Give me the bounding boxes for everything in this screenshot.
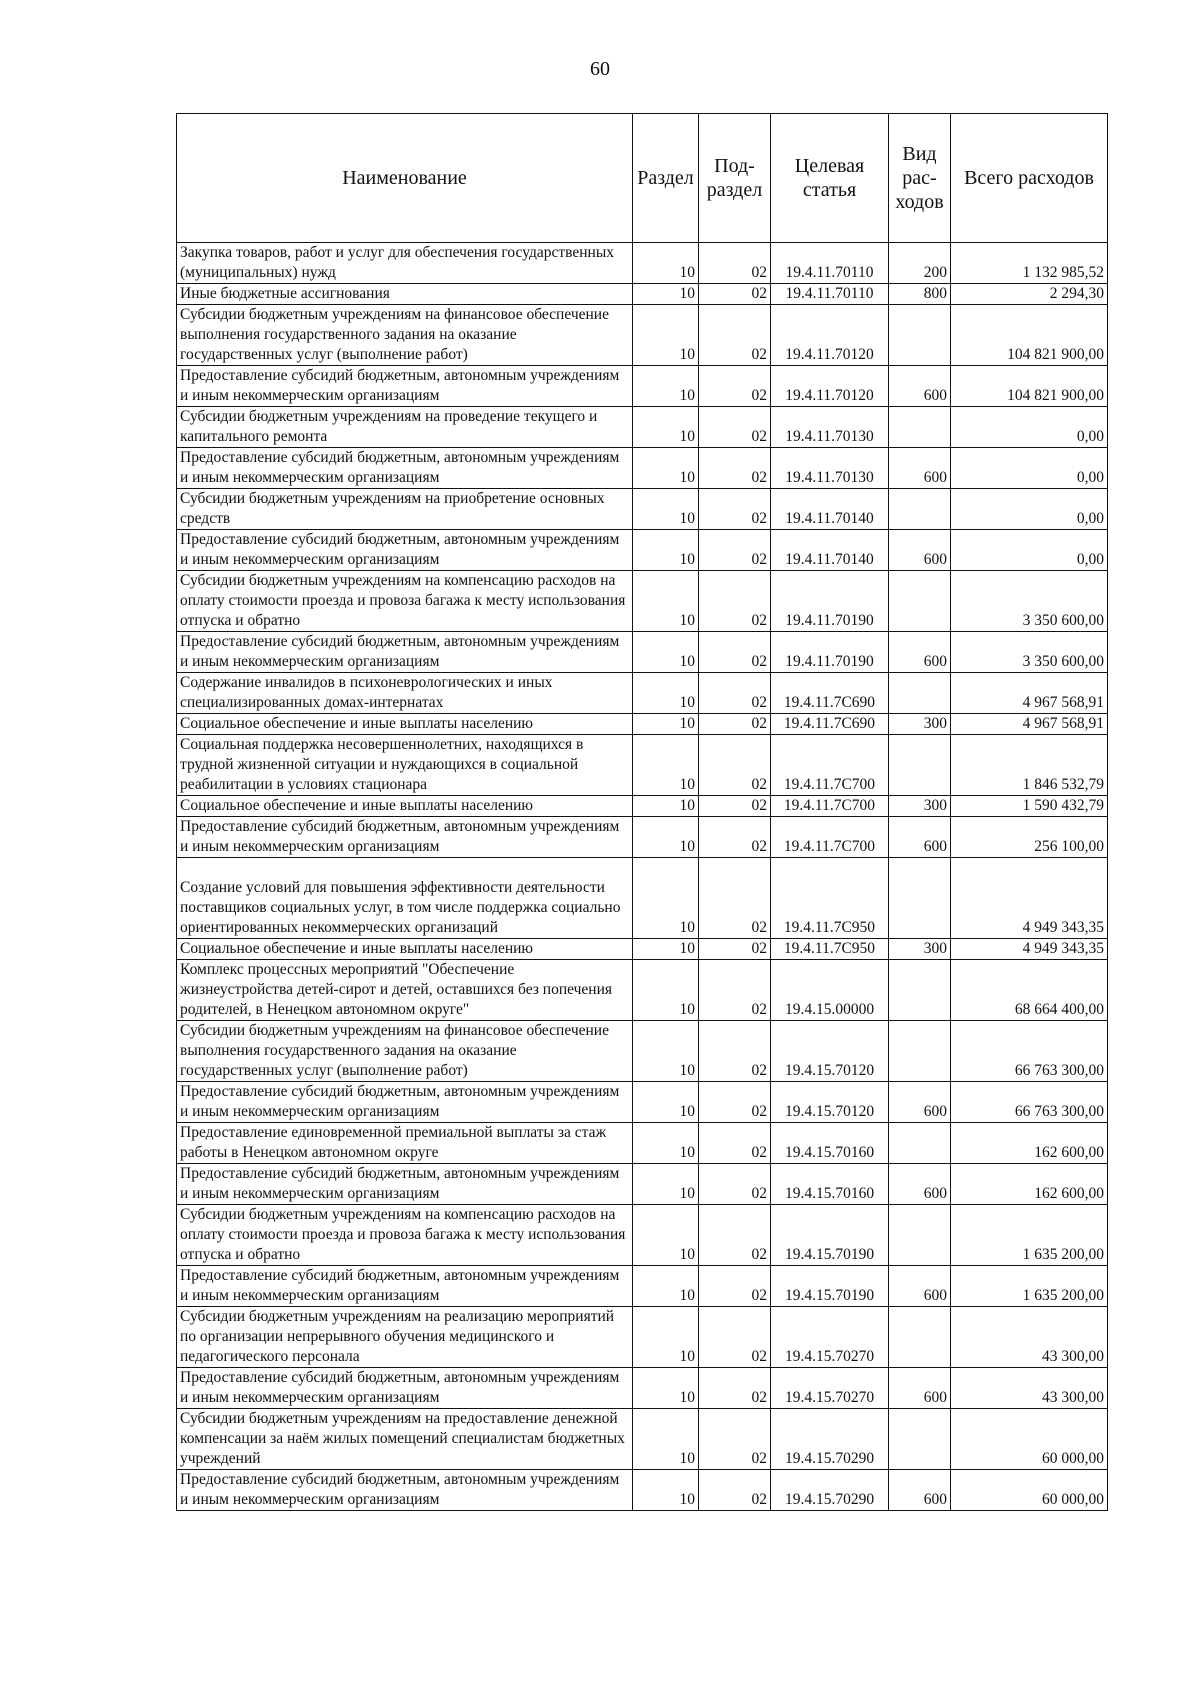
- table-row: [177, 796, 1108, 817]
- cell-name: Социальная поддержка несовершеннолетних, находящихся в трудной жизненной ситуации и нуждающихся в социальной реабилитации в условиях стационара: [177, 735, 633, 796]
- cell-kind: 300: [889, 939, 951, 960]
- header-name: Наименование: [177, 114, 633, 243]
- cell-subsection: 02: [699, 1205, 771, 1266]
- header-section: Раздел: [633, 114, 699, 243]
- cell-kind: 600: [889, 1164, 951, 1205]
- cell-subsection: 02: [699, 530, 771, 571]
- table-row: [177, 1307, 1108, 1368]
- cell-name: Предоставление субсидий бюджетным, автономным учреждениям и иным некоммерческим организациям: [177, 1164, 633, 1205]
- table-header-row: [177, 114, 1108, 243]
- cell-section: 10: [633, 530, 699, 571]
- cell-name: Закупка товаров, работ и услуг для обеспечения государственных (муниципальных) нужд: [177, 243, 633, 284]
- cell-section: 10: [633, 243, 699, 284]
- cell-name: Создание условий для повышения эффективности деятельности поставщиков социальных услуг, в том числе поддержка социально ориентированных некоммерческих организаций: [177, 858, 633, 939]
- cell-subsection: 02: [699, 1021, 771, 1082]
- table-row: [177, 1164, 1108, 1205]
- cell-target: 19.4.15.70290: [771, 1409, 889, 1470]
- cell-kind: [889, 960, 951, 1021]
- cell-kind: 600: [889, 1266, 951, 1307]
- cell-kind: 600: [889, 1082, 951, 1123]
- cell-target: 19.4.15.70160: [771, 1123, 889, 1164]
- cell-section: 10: [633, 407, 699, 448]
- cell-target: 19.4.11.7С700: [771, 817, 889, 858]
- cell-kind: 600: [889, 1470, 951, 1511]
- cell-section: 10: [633, 284, 699, 305]
- cell-kind: [889, 673, 951, 714]
- cell-total: 1 846 532,79: [951, 735, 1108, 796]
- cell-subsection: 02: [699, 1123, 771, 1164]
- cell-section: 10: [633, 1368, 699, 1409]
- cell-kind: 300: [889, 714, 951, 735]
- cell-section: 10: [633, 735, 699, 796]
- cell-kind: [889, 858, 951, 939]
- cell-target: 19.4.11.70120: [771, 305, 889, 366]
- page-number: 60: [590, 58, 610, 80]
- cell-kind: [889, 571, 951, 632]
- cell-total: 104 821 900,00: [951, 305, 1108, 366]
- cell-kind: 800: [889, 284, 951, 305]
- cell-target: 19.4.11.70140: [771, 489, 889, 530]
- cell-target: 19.4.11.70120: [771, 366, 889, 407]
- table-row: [177, 448, 1108, 489]
- cell-total: 1 635 200,00: [951, 1205, 1108, 1266]
- header-kind: Вид рас- ходов: [889, 114, 951, 243]
- cell-total: 0,00: [951, 448, 1108, 489]
- cell-target: 19.4.11.70140: [771, 530, 889, 571]
- cell-subsection: 02: [699, 817, 771, 858]
- cell-section: 10: [633, 366, 699, 407]
- cell-section: 10: [633, 1266, 699, 1307]
- table-row: [177, 366, 1108, 407]
- cell-target: 19.4.15.00000: [771, 960, 889, 1021]
- cell-name: Субсидии бюджетным учреждениям на реализацию мероприятий по организации непрерывного обучения медицинского и педагогического персонала: [177, 1307, 633, 1368]
- cell-subsection: 02: [699, 1409, 771, 1470]
- cell-section: 10: [633, 960, 699, 1021]
- cell-target: 19.4.15.70190: [771, 1205, 889, 1266]
- cell-subsection: 02: [699, 1164, 771, 1205]
- cell-target: 19.4.11.7С700: [771, 735, 889, 796]
- cell-kind: [889, 1409, 951, 1470]
- table-row: [177, 284, 1108, 305]
- cell-kind: [889, 305, 951, 366]
- cell-subsection: 02: [699, 1082, 771, 1123]
- table-row: [177, 1368, 1108, 1409]
- cell-total: 1 635 200,00: [951, 1266, 1108, 1307]
- cell-kind: [889, 489, 951, 530]
- cell-kind: 600: [889, 448, 951, 489]
- cell-total: 0,00: [951, 530, 1108, 571]
- cell-target: 19.4.11.70130: [771, 407, 889, 448]
- cell-kind: 600: [889, 366, 951, 407]
- cell-target: 19.4.15.70270: [771, 1368, 889, 1409]
- cell-subsection: 02: [699, 673, 771, 714]
- cell-name: Предоставление субсидий бюджетным, автономным учреждениям и иным некоммерческим организациям: [177, 632, 633, 673]
- cell-subsection: 02: [699, 305, 771, 366]
- cell-target: 19.4.11.7С690: [771, 714, 889, 735]
- cell-section: 10: [633, 1205, 699, 1266]
- cell-subsection: 02: [699, 407, 771, 448]
- cell-section: 10: [633, 489, 699, 530]
- cell-total: 2 294,30: [951, 284, 1108, 305]
- cell-target: 19.4.11.70190: [771, 571, 889, 632]
- cell-target: 19.4.15.70290: [771, 1470, 889, 1511]
- cell-total: 60 000,00: [951, 1470, 1108, 1511]
- cell-target: 19.4.11.7С950: [771, 939, 889, 960]
- cell-section: 10: [633, 1164, 699, 1205]
- table-row: [177, 1021, 1108, 1082]
- cell-section: 10: [633, 817, 699, 858]
- cell-subsection: 02: [699, 366, 771, 407]
- cell-subsection: 02: [699, 735, 771, 796]
- cell-name: Предоставление единовременной премиальной выплаты за стаж работы в Ненецком автономном округе: [177, 1123, 633, 1164]
- cell-section: 10: [633, 1409, 699, 1470]
- cell-kind: 200: [889, 243, 951, 284]
- table-row: [177, 939, 1108, 960]
- cell-total: 1 132 985,52: [951, 243, 1108, 284]
- cell-name: Комплекс процессных мероприятий "Обеспечение жизнеустройства детей-сирот и детей, оставшихся без попечения родителей, в Ненецком автономном округе": [177, 960, 633, 1021]
- cell-kind: 600: [889, 1368, 951, 1409]
- table-row: [177, 858, 1108, 939]
- cell-subsection: 02: [699, 1470, 771, 1511]
- cell-section: 10: [633, 858, 699, 939]
- cell-kind: [889, 1021, 951, 1082]
- cell-section: 10: [633, 796, 699, 817]
- cell-section: 10: [633, 1470, 699, 1511]
- table-body: [177, 243, 1108, 1511]
- table-row: [177, 735, 1108, 796]
- cell-target: 19.4.15.70120: [771, 1021, 889, 1082]
- cell-total: 256 100,00: [951, 817, 1108, 858]
- cell-total: 0,00: [951, 489, 1108, 530]
- cell-name: Субсидии бюджетным учреждениям на проведение текущего и капитального ремонта: [177, 407, 633, 448]
- cell-total: 4 949 343,35: [951, 858, 1108, 939]
- table-row: [177, 571, 1108, 632]
- cell-subsection: 02: [699, 960, 771, 1021]
- cell-section: 10: [633, 305, 699, 366]
- budget-table: [176, 113, 1108, 1511]
- cell-target: 19.4.11.70110: [771, 243, 889, 284]
- cell-total: 4 967 568,91: [951, 714, 1108, 735]
- cell-name: Содержание инвалидов в психоневрологических и иных специализированных домах-интернатах: [177, 673, 633, 714]
- table-row: [177, 714, 1108, 735]
- cell-total: 1 590 432,79: [951, 796, 1108, 817]
- cell-name: Субсидии бюджетным учреждениям на предоставление денежной компенсации за наём жилых помещений специалистам бюджетных учреждений: [177, 1409, 633, 1470]
- table-row: [177, 530, 1108, 571]
- cell-name: Иные бюджетные ассигнования: [177, 284, 633, 305]
- cell-section: 10: [633, 1123, 699, 1164]
- table-row: [177, 305, 1108, 366]
- cell-total: 66 763 300,00: [951, 1082, 1108, 1123]
- cell-total: 3 350 600,00: [951, 632, 1108, 673]
- table-row: [177, 817, 1108, 858]
- cell-total: 43 300,00: [951, 1368, 1108, 1409]
- cell-total: 162 600,00: [951, 1123, 1108, 1164]
- cell-name: Социальное обеспечение и иные выплаты населению: [177, 939, 633, 960]
- cell-kind: [889, 1205, 951, 1266]
- cell-subsection: 02: [699, 1266, 771, 1307]
- cell-target: 19.4.15.70190: [771, 1266, 889, 1307]
- cell-target: 19.4.15.70160: [771, 1164, 889, 1205]
- cell-subsection: 02: [699, 858, 771, 939]
- table-row: [177, 1266, 1108, 1307]
- cell-subsection: 02: [699, 632, 771, 673]
- cell-subsection: 02: [699, 571, 771, 632]
- cell-kind: [889, 407, 951, 448]
- cell-section: 10: [633, 1082, 699, 1123]
- cell-subsection: 02: [699, 448, 771, 489]
- cell-section: 10: [633, 714, 699, 735]
- table-row: [177, 1123, 1108, 1164]
- cell-name: Предоставление субсидий бюджетным, автономным учреждениям и иным некоммерческим организациям: [177, 1368, 633, 1409]
- cell-kind: 300: [889, 796, 951, 817]
- cell-target: 19.4.11.7С950: [771, 858, 889, 939]
- table-row: [177, 1082, 1108, 1123]
- cell-kind: 600: [889, 530, 951, 571]
- cell-name: Социальное обеспечение и иные выплаты населению: [177, 796, 633, 817]
- cell-name: Предоставление субсидий бюджетным, автономным учреждениям и иным некоммерческим организациям: [177, 366, 633, 407]
- cell-name: Субсидии бюджетным учреждениям на компенсацию расходов на оплату стоимости проезда и провоза багажа к месту использования отпуска и обратно: [177, 1205, 633, 1266]
- cell-kind: [889, 1307, 951, 1368]
- cell-subsection: 02: [699, 489, 771, 530]
- table-row: [177, 407, 1108, 448]
- cell-name: Субсидии бюджетным учреждениям на финансовое обеспечение выполнения государственного задания на оказание государственных услуг (выполнение работ): [177, 305, 633, 366]
- cell-name: Предоставление субсидий бюджетным, автономным учреждениям и иным некоммерческим организациям: [177, 817, 633, 858]
- cell-total: 3 350 600,00: [951, 571, 1108, 632]
- cell-name: Предоставление субсидий бюджетным, автономным учреждениям и иным некоммерческим организациям: [177, 1082, 633, 1123]
- cell-target: 19.4.11.7С700: [771, 796, 889, 817]
- cell-total: 68 664 400,00: [951, 960, 1108, 1021]
- cell-name: Предоставление субсидий бюджетным, автономным учреждениям и иным некоммерческим организациям: [177, 530, 633, 571]
- table-row: [177, 1470, 1108, 1511]
- cell-total: 162 600,00: [951, 1164, 1108, 1205]
- cell-subsection: 02: [699, 243, 771, 284]
- cell-total: 60 000,00: [951, 1409, 1108, 1470]
- cell-target: 19.4.15.70120: [771, 1082, 889, 1123]
- cell-name: Предоставление субсидий бюджетным, автономным учреждениям и иным некоммерческим организациям: [177, 1266, 633, 1307]
- cell-subsection: 02: [699, 1307, 771, 1368]
- header-total: Всего расходов: [951, 114, 1108, 243]
- cell-total: 66 763 300,00: [951, 1021, 1108, 1082]
- cell-name: Предоставление субсидий бюджетным, автономным учреждениям и иным некоммерческим организациям: [177, 448, 633, 489]
- cell-total: 4 967 568,91: [951, 673, 1108, 714]
- table-row: [177, 1409, 1108, 1470]
- table-row: [177, 673, 1108, 714]
- cell-kind: [889, 735, 951, 796]
- cell-name: Субсидии бюджетным учреждениям на компенсацию расходов на оплату стоимости проезда и провоза багажа к месту использования отпуска и обратно: [177, 571, 633, 632]
- cell-target: 19.4.15.70270: [771, 1307, 889, 1368]
- cell-section: 10: [633, 939, 699, 960]
- cell-kind: 600: [889, 817, 951, 858]
- cell-section: 10: [633, 1021, 699, 1082]
- table-row: [177, 489, 1108, 530]
- cell-section: 10: [633, 571, 699, 632]
- table-row: [177, 632, 1108, 673]
- table-row: [177, 243, 1108, 284]
- cell-name: Субсидии бюджетным учреждениям на приобретение основных средств: [177, 489, 633, 530]
- cell-section: 10: [633, 1307, 699, 1368]
- cell-subsection: 02: [699, 284, 771, 305]
- cell-name: Предоставление субсидий бюджетным, автономным учреждениям и иным некоммерческим организациям: [177, 1470, 633, 1511]
- cell-total: 4 949 343,35: [951, 939, 1108, 960]
- cell-total: 43 300,00: [951, 1307, 1108, 1368]
- cell-total: 0,00: [951, 407, 1108, 448]
- cell-total: 104 821 900,00: [951, 366, 1108, 407]
- header-target: Целевая статья: [771, 114, 889, 243]
- cell-name: Социальное обеспечение и иные выплаты населению: [177, 714, 633, 735]
- cell-target: 19.4.11.7С690: [771, 673, 889, 714]
- cell-kind: 600: [889, 632, 951, 673]
- cell-target: 19.4.11.70110: [771, 284, 889, 305]
- cell-kind: [889, 1123, 951, 1164]
- cell-subsection: 02: [699, 939, 771, 960]
- cell-subsection: 02: [699, 714, 771, 735]
- cell-section: 10: [633, 673, 699, 714]
- cell-subsection: 02: [699, 1368, 771, 1409]
- table-row: [177, 960, 1108, 1021]
- cell-name: Субсидии бюджетным учреждениям на финансовое обеспечение выполнения государственного задания на оказание государственных услуг (выполнение работ): [177, 1021, 633, 1082]
- cell-target: 19.4.11.70130: [771, 448, 889, 489]
- cell-section: 10: [633, 448, 699, 489]
- header-subsection: Под- раздел: [699, 114, 771, 243]
- cell-section: 10: [633, 632, 699, 673]
- cell-target: 19.4.11.70190: [771, 632, 889, 673]
- table-row: [177, 1205, 1108, 1266]
- cell-subsection: 02: [699, 796, 771, 817]
